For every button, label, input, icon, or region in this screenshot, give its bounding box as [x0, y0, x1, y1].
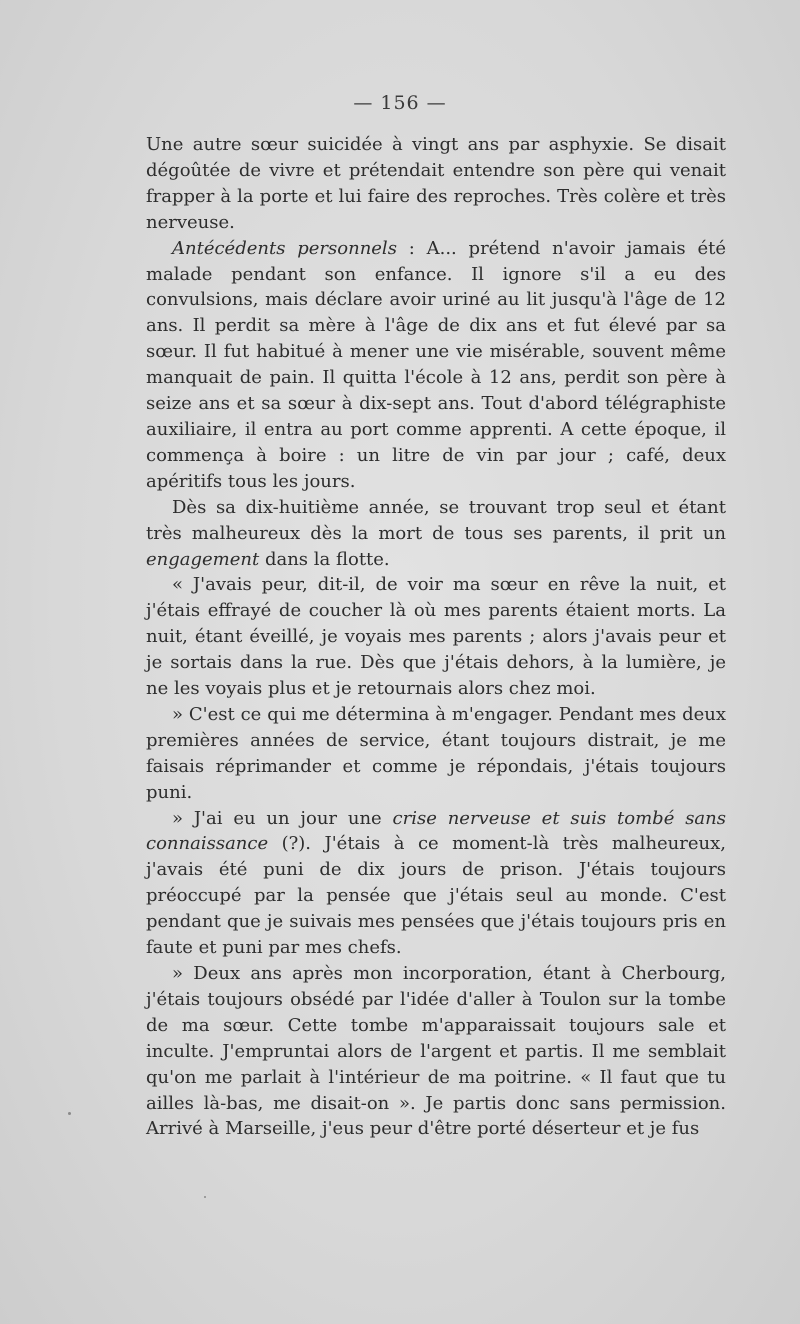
section-heading-italic: Antécédents personnels: [172, 237, 397, 259]
text-run: (?). J'étais à ce moment-là très malheureux, j'avais été puni de dix jours de prison. J'étais toujours préoccupé par la pensée que j'étais seul au monde. C'est pendant que je suivais mes pensées que j'étais toujours pris en faute et puni par mes chefs.: [146, 833, 726, 959]
text-run: » C'est ce qui me détermina à m'engager. Pendant mes deux premières années de service, étant toujours distrait, je me faisais réprimander et comme je répondais, j'étais toujours puni.: [146, 703, 726, 803]
body-text: [146, 132, 726, 1142]
text-run: dans la flotte.: [259, 548, 390, 570]
paragraph-5: [146, 702, 726, 806]
text-run: « J'avais peur, dit-il, de voir ma sœur en rêve la nuit, et j'étais effrayé de coucher là où mes parents étaient morts. La nuit, étant éveillé, je voyais mes parents ; alors j'avais peur et je sortais dans la rue. Dès que j'étais dehors, à la lumière, je ne les voyais plus et je retournais alors chez moi.: [146, 574, 726, 700]
paragraph-7: [146, 961, 726, 1142]
text-run: : A... prétend n'avoir jamais été malade pendant son enfance. Il ignore s'il a eu des convulsions, mais déclare avoir uriné au lit jusqu'à l'âge de 12 ans. Il perdit sa mère à l'âge de dix ans et fut élevé par sa sœur. Il fut habitué à mener une vie misérable, souvent même manquait de pain. Il quitta l'école à 12 ans, perdit son père à seize ans et sa sœur à dix-sept ans. Tout d'abord télégraphiste auxiliaire, il entra au port comme apprenti. A cette époque, il commença à boire : un litre de vin par jour ; café, deux apéritifs tous les jours.: [146, 237, 727, 492]
page-number: — 156 —: [353, 92, 447, 114]
text-run: Une autre sœur suicidée à vingt ans par asphyxie. Se disait dégoûtée de vivre et prétendait entendre son père qui venait frapper à la porte et lui faire des reproches. Très colère et très nerveuse.: [146, 134, 726, 233]
italic-term: engagement: [146, 548, 260, 570]
paragraph-1: [146, 132, 726, 236]
paper-speck: [68, 1112, 71, 1115]
italic-phrase: crise nerveuse et suis tombé sans connaissance: [146, 807, 726, 855]
paper-speck: [204, 1196, 206, 1198]
text-run: Dès sa dix-huitième année, se trouvant trop seul et étant très malheureux dès la mort de tous ses parents, il prit un: [146, 496, 726, 544]
paragraph-3: [146, 495, 726, 573]
paragraph-4: [146, 572, 726, 702]
paragraph-2: [146, 236, 726, 495]
paragraph-6: [146, 806, 726, 961]
text-run: » J'ai eu un jour une: [172, 807, 393, 829]
text-run: » Deux ans après mon incorporation, étant à Cherbourg, j'étais toujours obsédé par l'idée d'aller à Toulon sur la tombe de ma sœur. Cette tombe m'apparaissait toujours sale et inculte. J'empruntai alors de l'argent et partis. Il me semblait qu'on me parlait à l'intérieur de ma poitrine. « Il faut que tu ailles là-bas, me disait-on ». Je partis donc sans permission. Arrivé à Marseille, j'eus peur d'être porté déserteur et je fus: [146, 963, 726, 1140]
